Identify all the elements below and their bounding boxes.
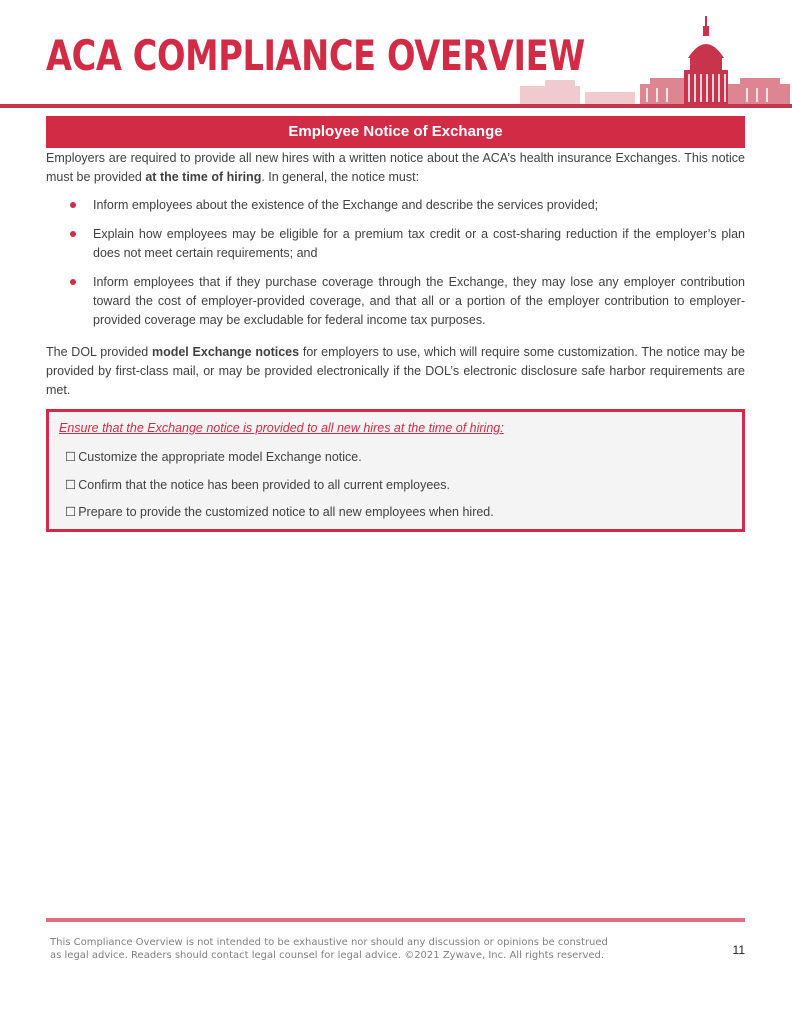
page-header-title: ACA COMPLIANCE OVERVIEW [46,31,585,80]
checklist-item: ☐ Confirm that the notice has been provided to all current employees. [65,478,450,492]
section-title: Employee Notice of Exchange [46,116,745,148]
bullet-icon [70,202,76,208]
bullet-icon [70,231,76,237]
capitol-building-icon [500,8,792,110]
list-item: Explain how employees may be eligible for a premium tax credit or a cost-sharing reduction if the employer’s plan does not meet certain requirements; and [46,225,745,263]
list-item: Inform employees that if they purchase coverage through the Exchange, they may lose any employer contribution toward the cost of employer-provided coverage, and that all or a portion of the employer contribution to employer-provided coverage may be excludable for federal income tax purposes. [46,273,745,330]
checkbox-icon[interactable]: ☐ [65,478,77,492]
header-divider [0,104,792,108]
list-item: Inform employees about the existence of the Exchange and describe the services provided; [46,196,745,215]
checklist-box [46,409,745,532]
bullet-icon [70,279,76,285]
requirements-list [46,196,745,340]
dol-paragraph: The DOL provided model Exchange notices for employers to use, which will require some customization. The notice may be provided by first-class mail, or may be provided electronically if the DOL’s electronic disclosure safe harbor requirements are met. [46,345,745,397]
checkbox-icon[interactable]: ☐ [65,450,77,464]
checklist-item: ☐ Customize the appropriate model Exchange notice. [65,450,362,464]
checkbox-icon[interactable]: ☐ [65,505,77,519]
footer-disclaimer: This Compliance Overview is not intended to be exhaustive nor should any discussion or opinions be construed as legal advice. Readers should contact legal counsel for legal advice. ©2021 Zywave, Inc. All rights reserved. [50,937,608,961]
checklist-heading: Ensure that the Exchange notice is provided to all new hires at the time of hiring: [59,421,504,435]
footer-divider [46,918,745,922]
checklist-item: ☐ Prepare to provide the customized notice to all new employees when hired. [65,505,494,519]
intro-paragraph: Employers are required to provide all new hires with a written notice about the ACA’s health insurance Exchanges. This notice must be provided at the time of hiring. In general, the notice must: [46,151,745,184]
page-number: 11 [732,943,745,957]
